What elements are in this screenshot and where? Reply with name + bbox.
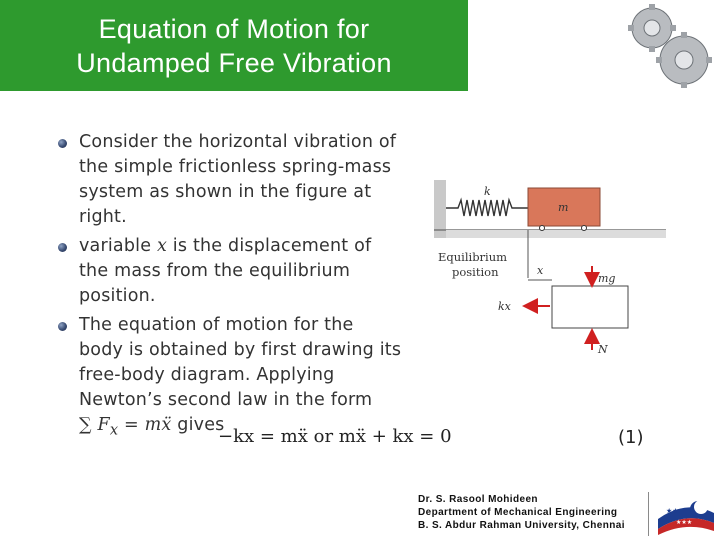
formula-subscript: x	[109, 421, 119, 439]
free-body-block	[552, 286, 628, 328]
title-banner	[0, 0, 468, 91]
bullet-text-pre: variable	[79, 236, 157, 256]
equation-number: (1)	[618, 427, 644, 448]
bullet-list	[58, 130, 403, 447]
spring-label: k	[484, 185, 491, 198]
bullet-text-main: The equation of motion for the body is obtained by first drawing its free-body diagram. Applying Newton’s second law in the form	[79, 315, 402, 410]
equilibrium-label-2: position	[452, 265, 499, 279]
bullet-text	[79, 313, 403, 443]
variable-x: x	[156, 236, 168, 256]
spring	[446, 200, 528, 216]
footer-divider	[648, 492, 649, 536]
slide-title-line1: Equation of Motion for	[98, 13, 370, 44]
wheel-right	[582, 226, 587, 231]
formula-rhs: = mẍ	[118, 415, 172, 435]
bullet-text	[79, 234, 403, 309]
svg-text:★★★: ★★★	[676, 519, 693, 526]
equation-of-motion: −kx = mẍ or mẍ + kx = 0	[218, 426, 452, 447]
spring-force-label: kx	[498, 300, 511, 313]
gears-icon	[612, 2, 720, 98]
bullet-icon	[58, 322, 67, 331]
bullet-item	[58, 130, 403, 230]
university-logo-icon	[654, 493, 718, 537]
bullet-text-post: is the displacement of the mass from the equilibrium position.	[79, 236, 372, 306]
weight-label: mg	[598, 272, 616, 285]
bullet-text: Consider the horizontal vibration of the simple frictionless spring-mass system as shown in the figure at right.	[79, 132, 397, 227]
bullet-item	[58, 234, 403, 309]
newton-formula	[79, 415, 172, 439]
author-footer	[418, 493, 625, 532]
department-name: Department of Mechanical Engineering	[418, 507, 618, 518]
svg-text:★★: ★★	[666, 507, 679, 515]
slide-title-line2: Undamped Free Vibration	[76, 47, 392, 78]
displacement-label: x	[537, 264, 544, 277]
mass-label: m	[558, 201, 569, 214]
bullet-text-tail: gives	[171, 415, 225, 435]
normal-label: N	[598, 343, 608, 356]
bullet-item	[58, 313, 403, 443]
floor-hatch	[446, 230, 666, 238]
equilibrium-label-1: Equilibrium	[438, 250, 508, 264]
formula-sum: ∑ F	[79, 415, 110, 435]
spring-mass-figure	[430, 178, 670, 378]
university-name: B. S. Abdur Rahman University, Chennai	[418, 520, 625, 531]
bullet-icon	[58, 243, 67, 252]
bullet-icon	[58, 139, 67, 148]
author-name: Dr. S. Rasool Mohideen	[418, 494, 538, 505]
wheel-left	[540, 226, 545, 231]
